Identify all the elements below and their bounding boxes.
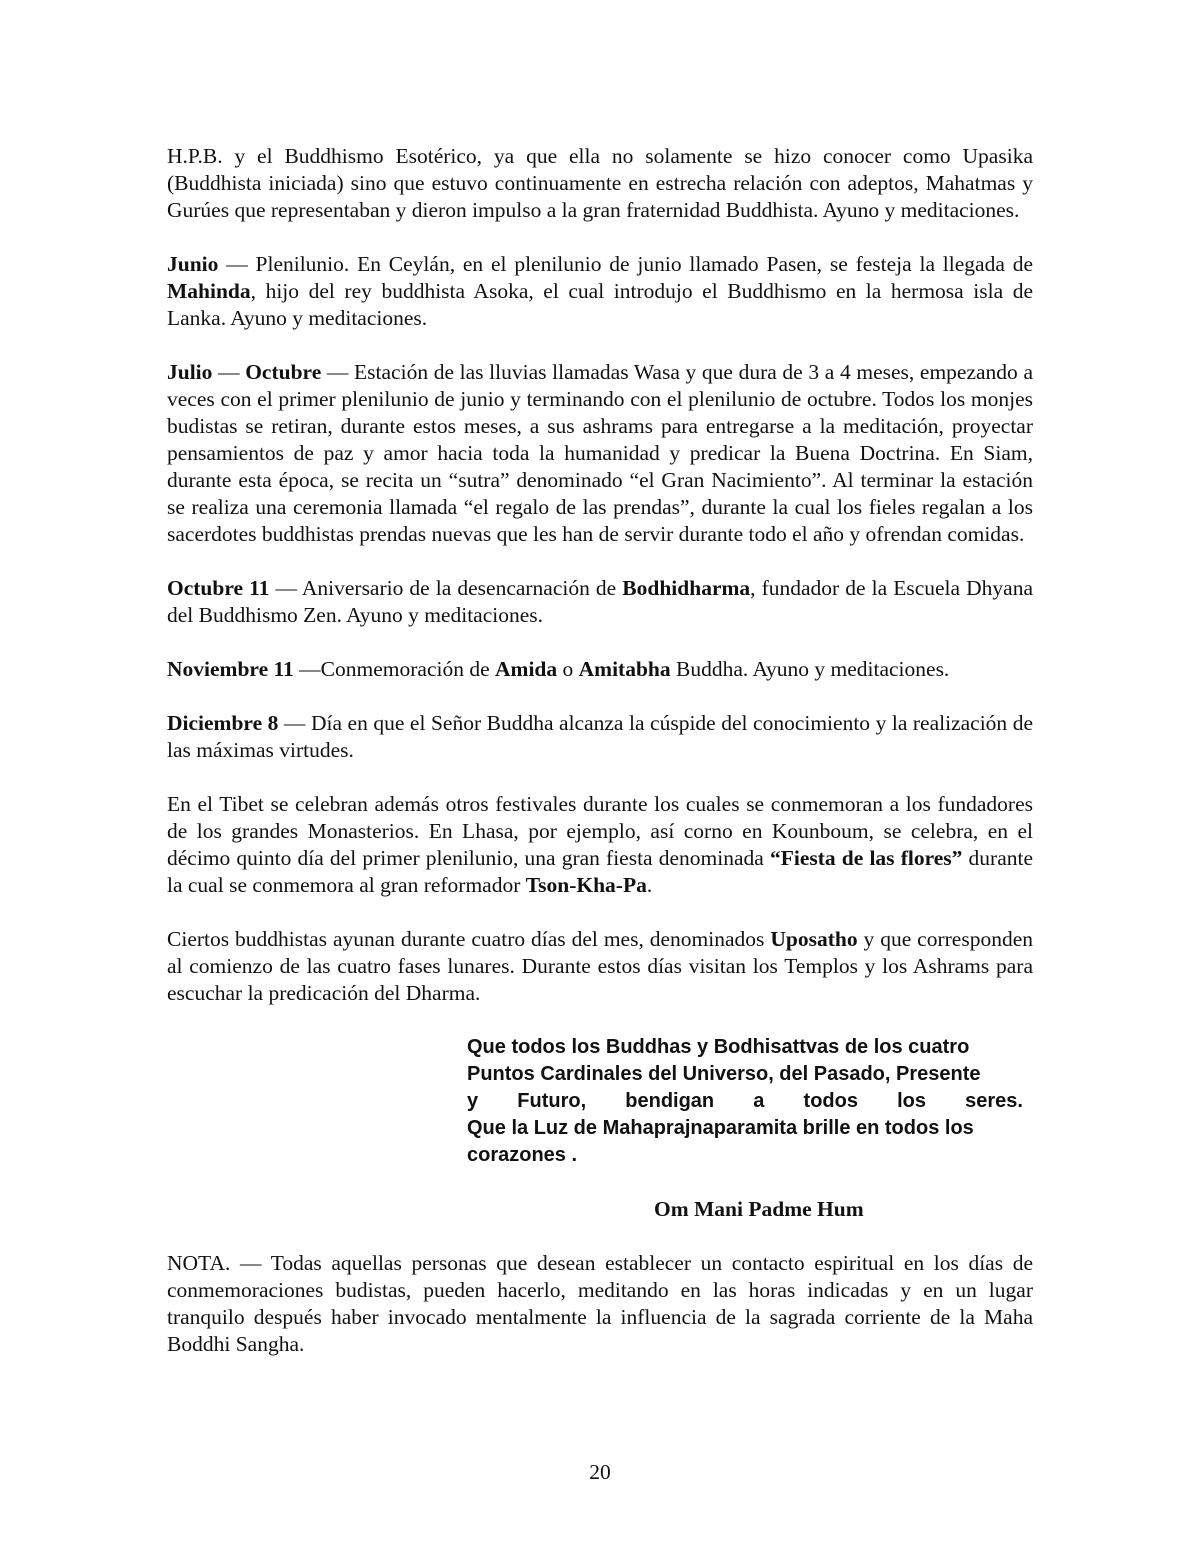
junio-text-2: , hijo del rey buddhista Asoka, el cual introdujo el Buddhismo en la hermosa isla de Lanka. Ayuno y meditaciones. [167,279,1033,330]
julio-separator: — [212,360,246,384]
tibet-text-2: durante la cual se conmemora al gran reformador [167,846,1034,897]
blessing-line-3: y Futuro, bendigan a todos los seres. [467,1090,1023,1112]
blessing-line-1: Que todos los Buddhas y Bodhisattvas de los cuatro [467,1036,970,1058]
blessing-line-2: Puntos Cardinales del Universo, del Pasado, Presente [467,1063,981,1085]
junio-text-1: — Plenilunio. En Ceylán, en el plenilunio de junio llamado Pasen, se festeja la llegada de [218,252,1033,276]
blessing-line-4: Que la Luz de Mahaprajnaparamita brille en todos los [467,1117,974,1139]
name-amitabha: Amitabha [578,657,671,681]
name-bodhidharma: Bodhidharma [622,576,751,600]
paragraph-junio [167,251,1033,332]
tibet-text-3: . [646,873,653,897]
octubre-text-2: , fundador de la Escuela Dhyana del Buddhismo Zen. Ayuno y meditaciones. [167,576,1033,627]
name-amida: Amida [495,657,558,681]
paragraph-uposatho [167,926,1033,1007]
page-number: 20 [589,1460,611,1484]
name-tson-kha-pa: Tson-Kha-Pa [525,873,647,897]
term-fiesta-de-las-flores: “Fiesta de las flores” [769,846,963,870]
page-content [167,143,1033,1358]
paragraph-tibet [167,791,1033,899]
paragraph-octubre-11 [167,575,1033,629]
tibet-text-1: En el Tibet se celebran además otros festivales durante los cuales se conmemoran a los fundadores de los grandes Monasterios. En Lhasa, por ejemplo, así corno en Kounboum, se celebra, en el décimo quinto día del primer plenilunio, una gran fiesta denominada [167,792,1033,870]
paragraph-nota: NOTA. — Todas aquellas personas que desean establecer un contacto espiritual en los días de conmemoraciones budistas, pueden hacerlo, meditando en las horas indicadas y en un lugar tranquilo después haber invocado mentalmente la influencia de la sagrada corriente de la Maha Boddhi Sangha. [167,1251,1033,1356]
paragraph-julio-octubre [167,359,1033,548]
date-label-octubre-11: Octubre 11 [167,576,270,600]
paragraph-hpb: H.P.B. y el Buddhismo Esotérico, ya que ella no solamente se hizo conocer como Upasika (Buddhista iniciada) sino que estuvo continuamente en estrecha relación con adeptos, Mahatmas y Gurúes que representaban y dieron impulso a la gran fraternidad Buddhista. Ayuno y meditaciones. [167,144,1033,222]
mantra: Om Mani Padme Hum [654,1197,864,1221]
octubre-text-1: — Aniversario de la desencarnación de [269,576,623,600]
uposatho-text-2: y que corresponden al comienzo de las cuatro fases lunares. Durante estos días visitan los Templos y los Ashrams para escuchar la predicación del Dharma. [167,927,1033,1005]
blessing-block [467,1034,1033,1169]
month-label-junio: Junio [167,252,219,276]
diciembre-text: — Día en que el Señor Buddha alcanza la cúspide del conocimiento y la realización de las máximas virtudes. [167,711,1033,762]
noviembre-text-3: Buddha. Ayuno y meditaciones. [670,657,950,681]
noviembre-text-1: —Conmemoración de [293,657,496,681]
month-label-julio: Julio [167,360,213,384]
paragraph-noviembre-11 [167,656,1033,683]
uposatho-text-1: Ciertos buddhistas ayunan durante cuatro días del mes, denominados [167,927,771,951]
paragraph-diciembre-8 [167,710,1033,764]
date-label-diciembre-8: Diciembre 8 [167,711,279,735]
blessing-line-5: corazones . [467,1144,578,1166]
date-label-noviembre-11: Noviembre 11 [167,657,294,681]
term-uposatho: Uposatho [770,927,858,951]
name-mahinda: Mahinda [167,279,251,303]
month-label-octubre: Octubre [245,360,322,384]
julio-text: — Estación de las lluvias llamadas Wasa y que dura de 3 a 4 meses, empezando a veces con el primer plenilunio de junio y terminando con el plenilunio de octubre. Todos los monjes budistas se retiran, durante estos meses, a sus ashrams para entregarse a la meditación, proyectar pensamientos de paz y amor hacia toda la humanidad y predicar la Buena Doctrina. En Siam, durante esta época, se recita un “sutra” denominado “el Gran Nacimiento”. Al terminar la estación se realiza una ceremonia llamada “el regalo de las prendas”, durante la cual los fieles regalan a los sacerdotes buddhistas prendas nuevas que les han de servir durante todo el año y ofrendan comidas. [167,360,1033,546]
noviembre-text-2: o [557,657,579,681]
